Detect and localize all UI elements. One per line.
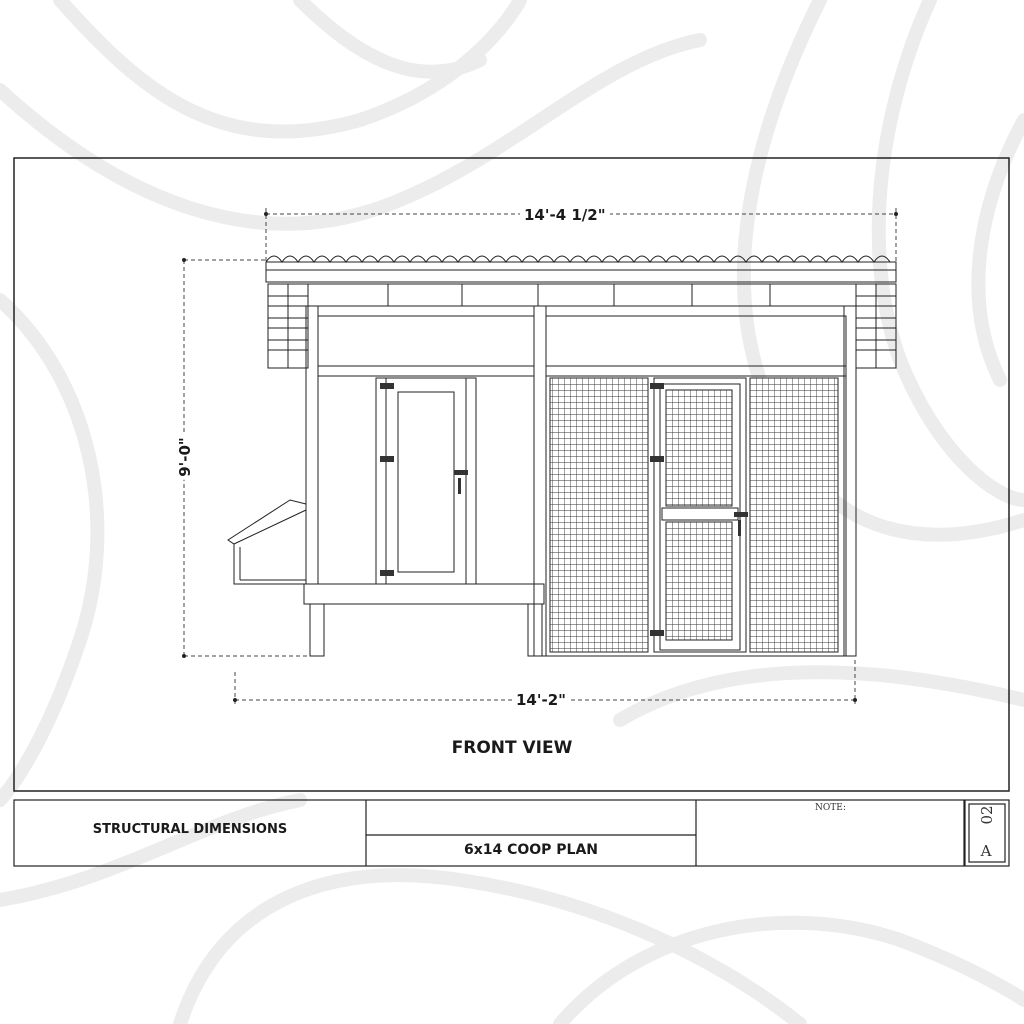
title-block-structural-label: STRUCTURAL DIMENSIONS [92,822,288,837]
sheet-number: 02 [978,805,996,825]
nesting-box [228,500,306,584]
run-mesh-panels [550,378,838,652]
view-title: FRONT VIEW [451,738,573,758]
overall-height-dimension: 9'-0" [176,434,194,480]
title-block-plan-name: 6x14 COOP PLAN [463,842,599,858]
coop-door-hardware [380,383,468,576]
corrugated-roof [266,256,896,282]
overall-width-bottom-dimension: 14'-2" [512,691,570,709]
coop-house [304,306,546,656]
title-block-note-label: NOTE: [815,803,846,813]
overall-width-top-dimension: 14'-4 1/2" [520,206,610,224]
sheet-letter: A [980,842,992,860]
rafter-blocks [268,284,896,368]
